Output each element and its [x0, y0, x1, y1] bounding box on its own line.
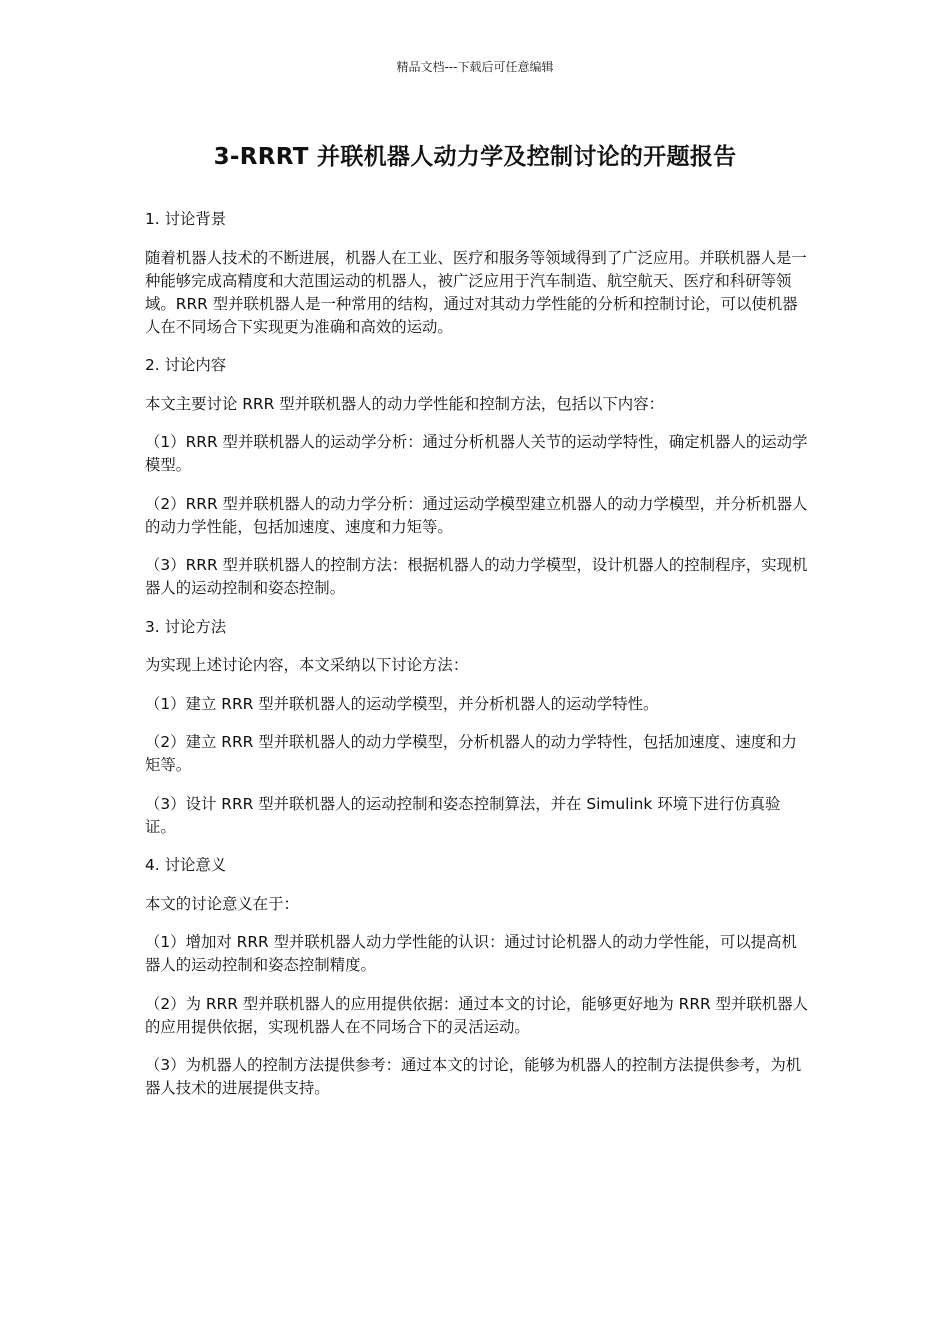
list-item: （3）设计 RRR 型并联机器人的运动控制和姿态控制算法，并在 Simulink 环境下进行仿真验证。 [145, 794, 781, 836]
document-title: 3-RRRT 并联机器人动力学及控制讨论的开题报告 [213, 144, 737, 170]
paragraph: 随着机器人技术的不断进展，机器人在工业、医疗和服务等领域得到了广泛应用。并联机器人是一种能够完成高精度和大范围运动的机器人，被广泛应用于汽车制造、航空航天、医疗和科研等领域。RRR 型并联机器人是一种常用的结构，通过对其动力学性能的分析和控制讨论，可以使机器人在不同场合下实现更为准确和高效的运动。 [145, 248, 807, 336]
list-item: （2）为 RRR 型并联机器人的应用提供依据：通过本文的讨论，能够更好地为 RRR 型并联机器人的应用提供依据，实现机器人在不同场合下的灵活运动。 [145, 994, 808, 1036]
list-item: （1）增加对 RRR 型并联机器人动力学性能的认识：通过讨论机器人的动力学性能，可以提高机器人的运动控制和姿态控制精度。 [145, 933, 797, 974]
list-item: （3）为机器人的控制方法提供参考：通过本文的讨论，能够为机器人的控制方法提供参考，为机器人技术的进展提供支持。 [145, 1056, 802, 1097]
list-item: （1）建立 RRR 型并联机器人的运动学模型，并分析机器人的运动学特性。 [145, 694, 659, 713]
document-body [145, 208, 810, 1116]
paragraph: 本文的讨论意义在于： [145, 894, 299, 913]
paragraph: 为实现上述讨论内容，本文采纳以下讨论方法： [145, 656, 469, 674]
list-item: （2）建立 RRR 型并联机器人的动力学模型，分析机器人的动力学特性，包括加速度、速度和力矩等。 [145, 733, 797, 774]
section-heading-significance: 4. 讨论意义 [145, 856, 227, 874]
paragraph: 本文主要讨论 RRR 型并联机器人的动力学性能和控制方法，包括以下内容： [145, 394, 664, 413]
header-note: 精品文档---下载后可任意编辑 [396, 60, 554, 74]
list-item: （2）RRR 型并联机器人的动力学分析：通过运动学模型建立机器人的动力学模型，并分析机器人的动力学性能，包括加速度、速度和力矩等。 [145, 494, 808, 536]
list-item: （1）RRR 型并联机器人的运动学分析：通过分析机器人关节的运动学特性，确定机器人的运动学模型。 [145, 433, 808, 474]
section-heading-content: 2. 讨论内容 [145, 356, 227, 374]
list-item: （3）RRR 型并联机器人的控制方法：根据机器人的动力学模型，设计机器人的控制程序，实现机器人的运动控制和姿态控制。 [145, 556, 808, 597]
section-heading-method: 3. 讨论方法 [145, 617, 227, 636]
section-heading-background: 1. 讨论背景 [145, 210, 227, 228]
